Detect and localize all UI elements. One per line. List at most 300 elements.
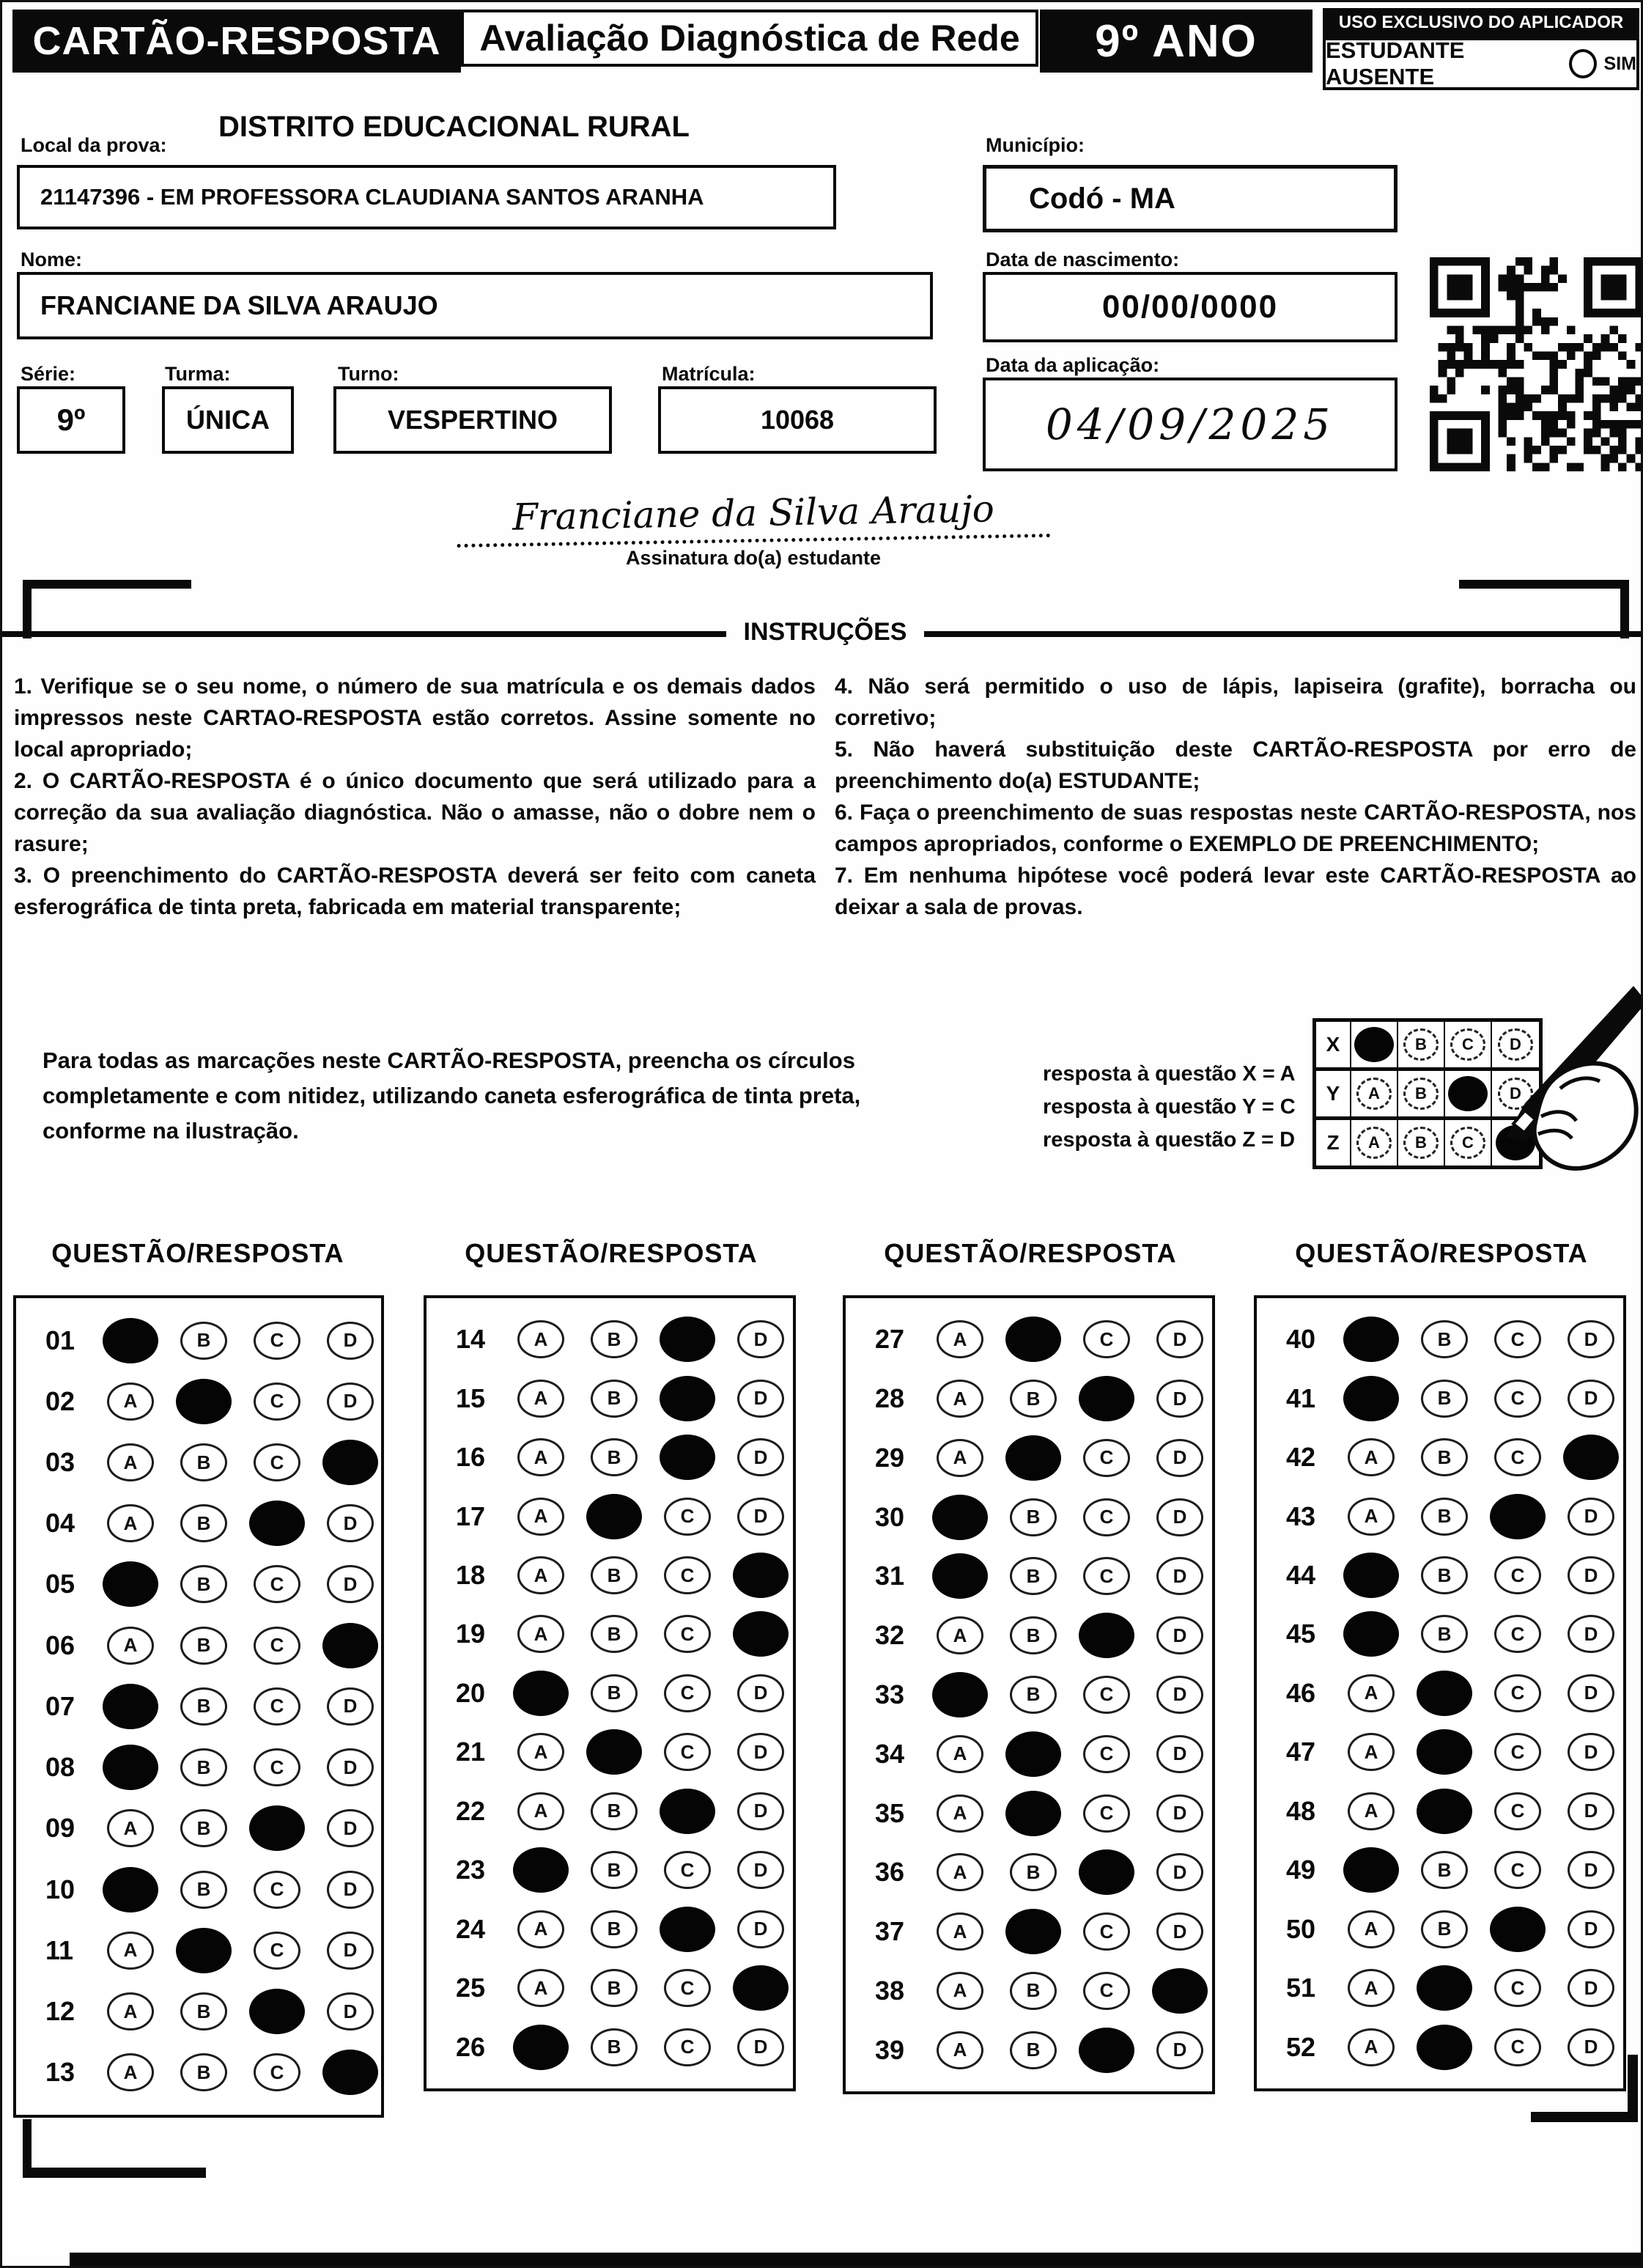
turno-box (333, 386, 612, 454)
bubble-q28-D[interactable]: D (1156, 1380, 1203, 1418)
bubble-slot (94, 1627, 167, 1665)
bubble-q31-A-filled[interactable] (932, 1553, 988, 1599)
bubble-q16-D[interactable]: D (737, 1438, 784, 1476)
bubble-q45-C[interactable]: C (1494, 1615, 1541, 1653)
bubble-q39-A[interactable]: A (937, 2031, 983, 2069)
bubble-q42-D-filled[interactable] (1563, 1435, 1619, 1480)
bubble-slot (997, 1557, 1070, 1595)
bubble-q43-B[interactable]: B (1421, 1498, 1468, 1536)
bubble-q21-D[interactable]: D (737, 1733, 784, 1771)
bubble-slot (651, 1907, 724, 1952)
bubble-q38-C[interactable]: C (1083, 1972, 1130, 2010)
bubble-slot (1070, 1972, 1143, 2010)
bubble-q47-A[interactable]: A (1348, 1733, 1395, 1771)
bubble-q16-A[interactable]: A (517, 1438, 564, 1476)
bubble-q11-C[interactable]: C (254, 1932, 300, 1970)
bubble-q46-B-filled[interactable] (1417, 1671, 1472, 1716)
bubble-q12-D[interactable]: D (327, 1992, 374, 2030)
bubble-q41-D[interactable]: D (1568, 1380, 1614, 1418)
bubble-q10-D[interactable]: D (327, 1871, 374, 1909)
absent-label: ESTUDANTE AUSENTE (1326, 37, 1465, 89)
legend-line: resposta à questão X = A (1043, 1062, 1296, 1086)
bubble-q48-B-filled[interactable] (1417, 1789, 1472, 1834)
question-number: 43 (1286, 1501, 1316, 1531)
example-cell (1445, 1120, 1492, 1166)
bubble-q36-D[interactable]: D (1156, 1853, 1203, 1891)
instructions-rule-left (2, 631, 726, 637)
bubble-q34-D[interactable]: D (1156, 1735, 1203, 1773)
bubble-q42-B[interactable]: B (1421, 1438, 1468, 1476)
bubble-q30-B[interactable]: B (1010, 1498, 1057, 1536)
bubble-q01-C[interactable]: C (254, 1322, 300, 1360)
bubble-q22-A[interactable]: A (517, 1792, 564, 1830)
bubble-slot (1070, 1376, 1143, 1421)
bubble-q29-A[interactable]: A (937, 1439, 983, 1477)
bubble-q42-A[interactable]: A (1348, 1438, 1395, 1476)
school-value: 21147396 - EM PROFESSORA CLAUDIANA SANTOS ARANHA (40, 184, 704, 210)
bubble-slot (504, 1320, 577, 1358)
bubble-slot (167, 1871, 240, 1909)
signature-handwritten: Franciane da Silva Araujo (456, 487, 1050, 548)
signature-area[interactable] (457, 487, 1050, 570)
bubble-q35-D[interactable]: D (1156, 1794, 1203, 1833)
bubble-q33-D[interactable]: D (1156, 1676, 1203, 1714)
bubble-q49-B[interactable]: B (1421, 1851, 1468, 1889)
bubble-q25-C[interactable]: C (664, 1969, 711, 2007)
absent-sim-bubble[interactable] (1569, 49, 1597, 78)
answer-row-32 (846, 1613, 1212, 1658)
bubble-q14-A[interactable]: A (517, 1320, 564, 1358)
bubble-q43-A[interactable]: A (1348, 1498, 1395, 1536)
bubble-q39-C-filled[interactable] (1079, 2028, 1134, 2073)
question-number: 25 (456, 1973, 486, 2003)
bubble-q15-A[interactable]: A (517, 1380, 564, 1418)
bubble-q52-D[interactable]: D (1568, 2028, 1614, 2066)
bubble-q29-B-filled[interactable] (1005, 1435, 1061, 1481)
bubble-q50-B[interactable]: B (1421, 1910, 1468, 1948)
bubble-q18-D-filled[interactable] (733, 1553, 789, 1598)
bubble-q35-A[interactable]: A (937, 1794, 983, 1833)
instructions-left-column (14, 671, 816, 923)
bubble-q03-D-filled[interactable] (322, 1440, 378, 1485)
bubble-q48-A[interactable]: A (1348, 1792, 1395, 1830)
bubble-q38-B[interactable]: B (1010, 1972, 1057, 2010)
bubble-slot (1481, 1674, 1554, 1712)
bubble-slot (1408, 1438, 1481, 1476)
bubble-q09-A[interactable]: A (107, 1809, 154, 1847)
bubble-q43-D[interactable]: D (1568, 1498, 1614, 1536)
bubble-q31-B[interactable]: B (1010, 1557, 1057, 1595)
bubble-q06-D-filled[interactable] (322, 1623, 378, 1668)
bubble-q52-A[interactable]: A (1348, 2028, 1395, 2066)
bubble-q48-C[interactable]: C (1494, 1792, 1541, 1830)
bubble-q37-D[interactable]: D (1156, 1912, 1203, 1951)
bubble-q37-B-filled[interactable] (1005, 1909, 1061, 1954)
bubble-q34-A[interactable]: A (937, 1735, 983, 1773)
bubble-q28-A[interactable]: A (937, 1380, 983, 1418)
bubble-q44-B[interactable]: B (1421, 1556, 1468, 1594)
bubble-q28-C-filled[interactable] (1079, 1376, 1134, 1421)
bubble-q03-B[interactable]: B (180, 1443, 227, 1481)
example-bubble-Y-C-filled (1448, 1076, 1488, 1111)
bubble-slot (1481, 1556, 1554, 1594)
bubble-q07-A-filled[interactable] (103, 1684, 158, 1729)
answer-row-38 (846, 1968, 1212, 2014)
bubble-slot (94, 1867, 167, 1912)
bubble-slot (724, 1733, 797, 1771)
bubble-q13-B[interactable]: B (180, 2053, 227, 2091)
bubble-q42-C[interactable]: C (1494, 1438, 1541, 1476)
bubble-q32-C-filled[interactable] (1079, 1613, 1134, 1658)
bubble-q34-B-filled[interactable] (1005, 1731, 1061, 1777)
bubble-q27-A[interactable]: A (937, 1320, 983, 1358)
aplicacao-box[interactable] (983, 378, 1398, 471)
bubble-q01-A-filled[interactable] (103, 1318, 158, 1363)
bubble-q51-A[interactable]: A (1348, 1969, 1395, 2007)
bubble-q09-D[interactable]: D (327, 1809, 374, 1847)
question-number: 05 (45, 1569, 75, 1599)
bubble-q36-B[interactable]: B (1010, 1853, 1057, 1891)
corner-mark-bottom-left (23, 2168, 206, 2178)
bubble-q15-D[interactable]: D (737, 1380, 784, 1418)
bubble-q10-A-filled[interactable] (103, 1867, 158, 1912)
answer-row-18 (427, 1553, 793, 1598)
bubble-q23-D[interactable]: D (737, 1851, 784, 1889)
bubble-q24-D[interactable]: D (737, 1910, 784, 1948)
bubble-q41-B[interactable]: B (1421, 1380, 1468, 1418)
bubble-slot (314, 1322, 387, 1360)
bubble-q31-C[interactable]: C (1083, 1557, 1130, 1595)
bubble-q51-B-filled[interactable] (1417, 1965, 1472, 2011)
bubble-slot (167, 1809, 240, 1847)
bubble-q13-D-filled[interactable] (322, 2050, 378, 2095)
bubble-q11-B-filled[interactable] (176, 1928, 232, 1973)
bubble-q45-A-filled[interactable] (1343, 1611, 1399, 1657)
answer-row-31 (846, 1553, 1212, 1599)
question-number: 27 (875, 1324, 905, 1355)
bubble-slot (504, 1615, 577, 1653)
bubble-q02-B-filled[interactable] (176, 1379, 232, 1424)
bubble-q30-D[interactable]: D (1156, 1498, 1203, 1536)
bubble-q19-D-filled[interactable] (733, 1611, 789, 1657)
bubble-q22-C-filled[interactable] (660, 1789, 715, 1834)
bubble-q21-A[interactable]: A (517, 1733, 564, 1771)
serie-box (17, 386, 125, 454)
bubble-q04-C-filled[interactable] (249, 1501, 305, 1546)
answer-column-3 (843, 1295, 1215, 2094)
bubble-slot (1554, 1380, 1628, 1418)
instructions-right-column (835, 671, 1636, 923)
bubble-q24-C-filled[interactable] (660, 1907, 715, 1952)
answer-row-48 (1257, 1789, 1623, 1834)
bubble-q33-A-filled[interactable] (932, 1672, 988, 1717)
bubble-q49-A-filled[interactable] (1343, 1847, 1399, 1893)
bubble-q24-B[interactable]: B (591, 1910, 638, 1948)
bubble-q08-A-filled[interactable] (103, 1745, 158, 1790)
bubble-q52-C[interactable]: C (1494, 2028, 1541, 2066)
bubble-slot (94, 1561, 167, 1607)
bubble-q23-B[interactable]: B (591, 1851, 638, 1889)
bubble-slot (724, 1498, 797, 1536)
bubble-slot (167, 1928, 240, 1973)
turma-label: Turma: (165, 363, 231, 385)
bubble-q26-B[interactable]: B (591, 2028, 638, 2066)
bubble-q26-C[interactable]: C (664, 2028, 711, 2066)
question-number: 39 (875, 2034, 905, 2065)
bubble-q44-A-filled[interactable] (1343, 1553, 1399, 1598)
bubble-q14-C-filled[interactable] (660, 1317, 715, 1362)
bubble-q10-C[interactable]: C (254, 1871, 300, 1909)
bubble-q27-B-filled[interactable] (1005, 1317, 1061, 1362)
bubble-q09-B[interactable]: B (180, 1809, 227, 1847)
example-bubble-X-C: C (1450, 1028, 1485, 1061)
bubble-q44-C[interactable]: C (1494, 1556, 1541, 1594)
bubble-q26-D[interactable]: D (737, 2028, 784, 2066)
bubble-q19-A[interactable]: A (517, 1615, 564, 1653)
bubble-slot (577, 1615, 651, 1653)
bubble-q30-A-filled[interactable] (932, 1495, 988, 1540)
bubble-q03-A[interactable]: A (107, 1443, 154, 1481)
answer-row-01 (16, 1318, 381, 1363)
bubble-q12-C-filled[interactable] (249, 1989, 305, 2034)
bubble-q35-C[interactable]: C (1083, 1794, 1130, 1833)
bubble-q04-A[interactable]: A (107, 1504, 154, 1542)
bubble-slot (577, 1380, 651, 1418)
bubble-slot (240, 1687, 314, 1726)
bubble-q46-D[interactable]: D (1568, 1674, 1614, 1712)
bubble-slot (1408, 1729, 1481, 1775)
bubble-slot (94, 1745, 167, 1790)
question-number: 41 (1286, 1382, 1316, 1413)
question-number: 37 (875, 1916, 905, 1947)
answer-row-19 (427, 1611, 793, 1657)
bubble-q13-C[interactable]: C (254, 2053, 300, 2091)
bubble-q12-B[interactable]: B (180, 1992, 227, 2030)
bubble-q10-B[interactable]: B (180, 1871, 227, 1909)
answer-row-10 (16, 1867, 381, 1912)
bubble-q25-D-filled[interactable] (733, 1965, 789, 2011)
bubble-q27-D[interactable]: D (1156, 1320, 1203, 1358)
bubble-q52-B-filled[interactable] (1417, 2025, 1472, 2070)
bubble-slot (577, 1910, 651, 1948)
applicator-title: USO EXCLUSIVO DO APLICADOR (1338, 12, 1624, 32)
bubble-q19-B[interactable]: B (591, 1615, 638, 1653)
bubble-q13-A[interactable]: A (107, 2053, 154, 2091)
bubble-slot (577, 2028, 651, 2066)
bubble-q20-A-filled[interactable] (513, 1671, 569, 1716)
bubble-slot (1143, 1439, 1216, 1477)
bubble-q07-B[interactable]: B (180, 1687, 227, 1726)
bubble-q36-A[interactable]: A (937, 1853, 983, 1891)
bubble-q30-C[interactable]: C (1083, 1498, 1130, 1536)
bubble-q41-C[interactable]: C (1494, 1380, 1541, 1418)
bubble-q34-C[interactable]: C (1083, 1735, 1130, 1773)
bubble-q08-C[interactable]: C (254, 1748, 300, 1786)
bubble-q39-B[interactable]: B (1010, 2031, 1057, 2069)
bubble-q49-D[interactable]: D (1568, 1851, 1614, 1889)
bubble-q32-B[interactable]: B (1010, 1616, 1057, 1654)
bubble-q43-C-filled[interactable] (1490, 1494, 1546, 1539)
bubble-q16-B[interactable]: B (591, 1438, 638, 1476)
bubble-q22-B[interactable]: B (591, 1792, 638, 1830)
bubble-q25-A[interactable]: A (517, 1969, 564, 2007)
bubble-q46-C[interactable]: C (1494, 1674, 1541, 1712)
bubble-q51-D[interactable]: D (1568, 1969, 1614, 2007)
bubble-q21-C[interactable]: C (664, 1733, 711, 1771)
bubble-q40-A-filled[interactable] (1343, 1317, 1399, 1362)
bubble-slot (923, 1495, 997, 1540)
bubble-slot (577, 1556, 651, 1594)
bubble-q49-C[interactable]: C (1494, 1851, 1541, 1889)
instruction-item: 2. O CARTÃO-RESPOSTA é o único documento que será utilizado para a correção da sua avaliação diagnóstica. Não o amasse, não o dobre nem o rasure; (14, 769, 816, 856)
bubble-q11-D[interactable]: D (327, 1932, 374, 1970)
bubble-q26-A-filled[interactable] (513, 2025, 569, 2070)
bubble-q07-C[interactable]: C (254, 1687, 300, 1726)
bubble-q02-C[interactable]: C (254, 1382, 300, 1421)
bubble-q50-C-filled[interactable] (1490, 1907, 1546, 1952)
bubble-q38-D-filled[interactable] (1152, 1968, 1208, 2014)
bubble-q47-C[interactable]: C (1494, 1733, 1541, 1771)
bubble-slot (577, 1320, 651, 1358)
bubble-q38-A[interactable]: A (937, 1972, 983, 2010)
bubble-slot (1143, 2031, 1216, 2069)
bubble-q05-B[interactable]: B (180, 1565, 227, 1603)
bubble-q17-A[interactable]: A (517, 1498, 564, 1536)
bubble-q29-C[interactable]: C (1083, 1439, 1130, 1477)
bubble-slot (1481, 1969, 1554, 2007)
bubble-q15-C-filled[interactable] (660, 1376, 715, 1421)
bubble-q40-C[interactable]: C (1494, 1320, 1541, 1358)
bubble-slot (1143, 1853, 1216, 1891)
bubble-slot (1334, 1910, 1408, 1948)
bubble-q11-A[interactable]: A (107, 1932, 154, 1970)
bubble-q17-C[interactable]: C (664, 1498, 711, 1536)
bubble-q19-C[interactable]: C (664, 1615, 711, 1653)
bubble-q32-A[interactable]: A (937, 1616, 983, 1654)
bubble-q31-D[interactable]: D (1156, 1557, 1203, 1595)
bubble-q16-C-filled[interactable] (660, 1435, 715, 1480)
bubble-q15-B[interactable]: B (591, 1380, 638, 1418)
bubble-q40-D[interactable]: D (1568, 1320, 1614, 1358)
bubble-slot (1334, 1438, 1408, 1476)
bubble-q18-C[interactable]: C (664, 1556, 711, 1594)
bubble-q02-A[interactable]: A (107, 1382, 154, 1421)
bubble-q05-A-filled[interactable] (103, 1561, 158, 1607)
answer-row-30 (846, 1495, 1212, 1540)
bubble-q27-C[interactable]: C (1083, 1320, 1130, 1358)
bubble-q45-B[interactable]: B (1421, 1615, 1468, 1653)
bottom-scan-bar (70, 2253, 1643, 2266)
bubble-slot (1481, 1792, 1554, 1830)
bubble-slot (314, 1504, 387, 1542)
bubble-q14-B[interactable]: B (591, 1320, 638, 1358)
bubble-q51-C[interactable]: C (1494, 1969, 1541, 2007)
bubble-q50-A[interactable]: A (1348, 1910, 1395, 1948)
bubble-q18-B[interactable]: B (591, 1556, 638, 1594)
bubble-q01-B[interactable]: B (180, 1322, 227, 1360)
bubble-q28-B[interactable]: B (1010, 1380, 1057, 1418)
bubble-q04-D[interactable]: D (327, 1504, 374, 1542)
bubble-q01-D[interactable]: D (327, 1322, 374, 1360)
bubble-q03-C[interactable]: C (254, 1443, 300, 1481)
bubble-slot (504, 1847, 577, 1893)
bubble-q06-A[interactable]: A (107, 1627, 154, 1665)
bubble-q36-C-filled[interactable] (1079, 1849, 1134, 1895)
bubble-q41-A-filled[interactable] (1343, 1376, 1399, 1421)
bubble-q09-C-filled[interactable] (249, 1805, 305, 1851)
corner-mark-top-right (1459, 580, 1629, 589)
bubble-q21-B-filled[interactable] (586, 1729, 642, 1775)
bubble-q06-B[interactable]: B (180, 1627, 227, 1665)
bubble-q47-D[interactable]: D (1568, 1733, 1614, 1771)
answer-row-27 (846, 1317, 1212, 1362)
bubble-q20-B[interactable]: B (591, 1674, 638, 1712)
example-bubble-Z-A: A (1356, 1127, 1392, 1159)
bubble-slot (504, 1438, 577, 1476)
bubble-q33-C[interactable]: C (1083, 1676, 1130, 1714)
bubble-q29-D[interactable]: D (1156, 1439, 1203, 1477)
bubble-q46-A[interactable]: A (1348, 1674, 1395, 1712)
bubble-q33-B[interactable]: B (1010, 1676, 1057, 1714)
bubble-q12-A[interactable]: A (107, 1992, 154, 2030)
bubble-q20-D[interactable]: D (737, 1674, 784, 1712)
question-number: 24 (456, 1913, 486, 1944)
bubble-q17-B-filled[interactable] (586, 1494, 642, 1539)
bubble-q08-D[interactable]: D (327, 1748, 374, 1786)
bubble-q35-B-filled[interactable] (1005, 1791, 1061, 1836)
bubble-q06-C[interactable]: C (254, 1627, 300, 1665)
bubble-q45-D[interactable]: D (1568, 1615, 1614, 1653)
bubble-q07-D[interactable]: D (327, 1687, 374, 1726)
bubble-q23-C[interactable]: C (664, 1851, 711, 1889)
instruction-item: 3. O preenchimento do CARTÃO-RESPOSTA deverá ser feito com caneta esferográfica de tinta preta, fabricada em material transparente; (14, 864, 816, 919)
bubble-q18-A[interactable]: A (517, 1556, 564, 1594)
bubble-slot (1070, 1498, 1143, 1536)
bubble-q32-D[interactable]: D (1156, 1616, 1203, 1654)
bubble-q25-B[interactable]: B (591, 1969, 638, 2007)
bubble-slot (1070, 1794, 1143, 1833)
bubble-q08-B[interactable]: B (180, 1748, 227, 1786)
bubble-slot (577, 1494, 651, 1539)
bubble-q20-C[interactable]: C (664, 1674, 711, 1712)
bubble-q23-A-filled[interactable] (513, 1847, 569, 1893)
bubble-q14-D[interactable]: D (737, 1320, 784, 1358)
bubble-q37-C[interactable]: C (1083, 1912, 1130, 1951)
question-number: 09 (45, 1813, 75, 1844)
bubble-q47-B-filled[interactable] (1417, 1729, 1472, 1775)
bubble-slot (997, 1317, 1070, 1362)
bubble-q44-D[interactable]: D (1568, 1556, 1614, 1594)
bubble-q50-D[interactable]: D (1568, 1910, 1614, 1948)
bubble-q22-D[interactable]: D (737, 1792, 784, 1830)
municipio-box (983, 165, 1398, 232)
bubble-q40-B[interactable]: B (1421, 1320, 1468, 1358)
bubble-slot (1143, 1557, 1216, 1595)
bubble-q37-A[interactable]: A (937, 1912, 983, 1951)
bubble-q02-D[interactable]: D (327, 1382, 374, 1421)
bubble-q04-B[interactable]: B (180, 1504, 227, 1542)
card-title-banner (12, 10, 461, 73)
bubble-q17-D[interactable]: D (737, 1498, 784, 1536)
bubble-slot (997, 1731, 1070, 1777)
bubble-q39-D[interactable]: D (1156, 2031, 1203, 2069)
bubble-slot (504, 1498, 577, 1536)
bubble-q48-D[interactable]: D (1568, 1792, 1614, 1830)
bubble-q24-A[interactable]: A (517, 1910, 564, 1948)
bubble-slot (1334, 1733, 1408, 1771)
bubble-q05-C[interactable]: C (254, 1565, 300, 1603)
bubble-q05-D[interactable]: D (327, 1565, 374, 1603)
